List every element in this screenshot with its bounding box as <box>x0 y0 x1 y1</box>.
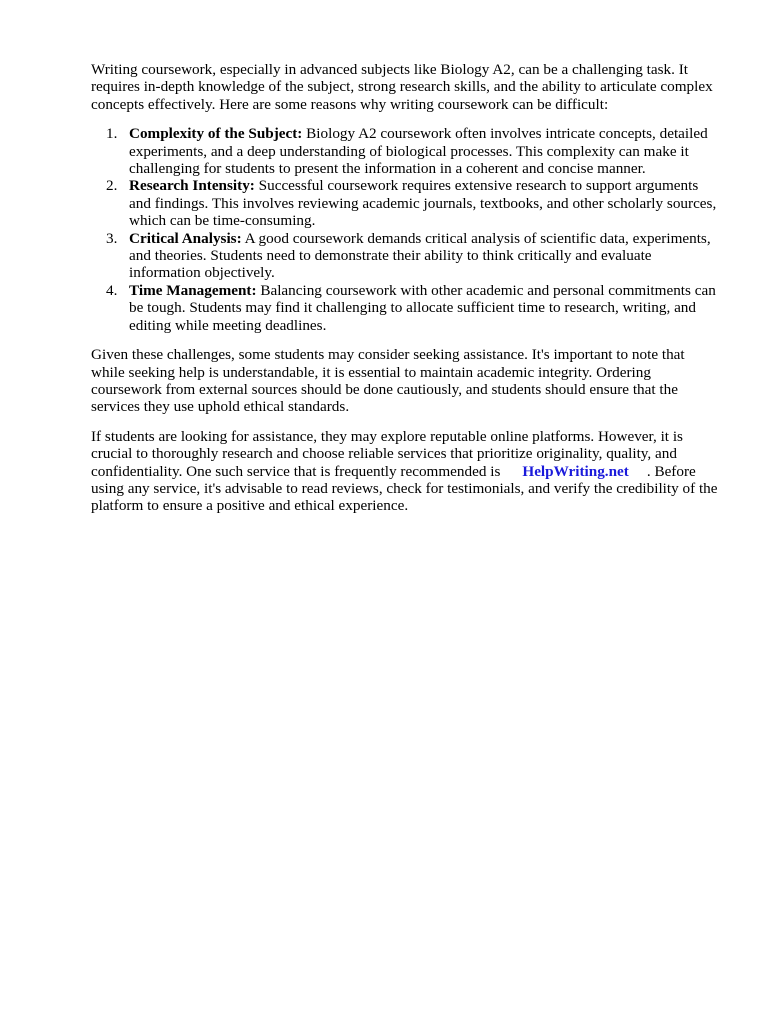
list-item-text: Successful coursework requires extensive research to support arguments and findings. This involves reviewing academic journals, textbooks, and other scholarly sources, which can be time-consuming. <box>129 177 717 230</box>
list-item-text: A good coursework demands critical analysis of scientific data, experiments, and theories. Students need to demonstrate their ability to think critically and evaluate information objectively. <box>129 229 711 282</box>
list-item-number: 3. <box>106 229 118 247</box>
list-item <box>91 125 721 177</box>
document-body <box>91 61 721 527</box>
helpwriting-link[interactable]: HelpWriting.net <box>522 462 629 480</box>
list-item <box>91 282 721 334</box>
platforms-text-before: If students are looking for assistance, they may explore reputable online platforms. However, it is crucial to thoroughly research and choose reliable services that prioritize originality, quality, and confidentiality. One such service that is frequently recommended is <box>91 427 683 480</box>
list-item-text: Biology A2 coursework often involves intricate concepts, detailed experiments, and a deep understanding of biological processes. This complexity can make it challenging for students to present the information in a coherent and concise manner. <box>129 125 708 178</box>
list-item-term: Research Intensity: <box>129 177 255 195</box>
list-item <box>91 177 721 229</box>
platforms-text-after: . Before using any service, it's advisable to read reviews, check for testimonials, and verify the credibility of the platform to ensure a positive and ethical experience. <box>91 462 718 515</box>
list-item-number: 4. <box>106 281 118 299</box>
assistance-paragraph: Given these challenges, some students may consider seeking assistance. It's important to note that while seeking help is understandable, it is essential to maintain academic integrity. Ordering coursework from external sources should be done cautiously, and students should ensure that the services they use uphold ethical standards. <box>91 346 685 416</box>
intro-paragraph: Writing coursework, especially in advanced subjects like Biology A2, can be a challenging task. It requires in-depth knowledge of the subject, strong research skills, and the ability to articulate complex concepts effectively. Here are some reasons why writing coursework can be difficult: <box>91 61 713 113</box>
list-item-term: Complexity of the Subject: <box>129 125 303 143</box>
list-item-number: 2. <box>106 177 118 195</box>
reasons-list <box>91 125 721 334</box>
list-item-term: Critical Analysis: <box>129 229 242 247</box>
platforms-paragraph <box>91 428 721 515</box>
list-item <box>91 230 721 282</box>
list-item-number: 1. <box>106 125 118 143</box>
list-item-text: Balancing coursework with other academic and personal commitments can be tough. Students may find it challenging to allocate sufficient time to research, writing, and editing while meeting deadlines. <box>129 281 716 334</box>
list-item-term: Time Management: <box>129 281 257 299</box>
